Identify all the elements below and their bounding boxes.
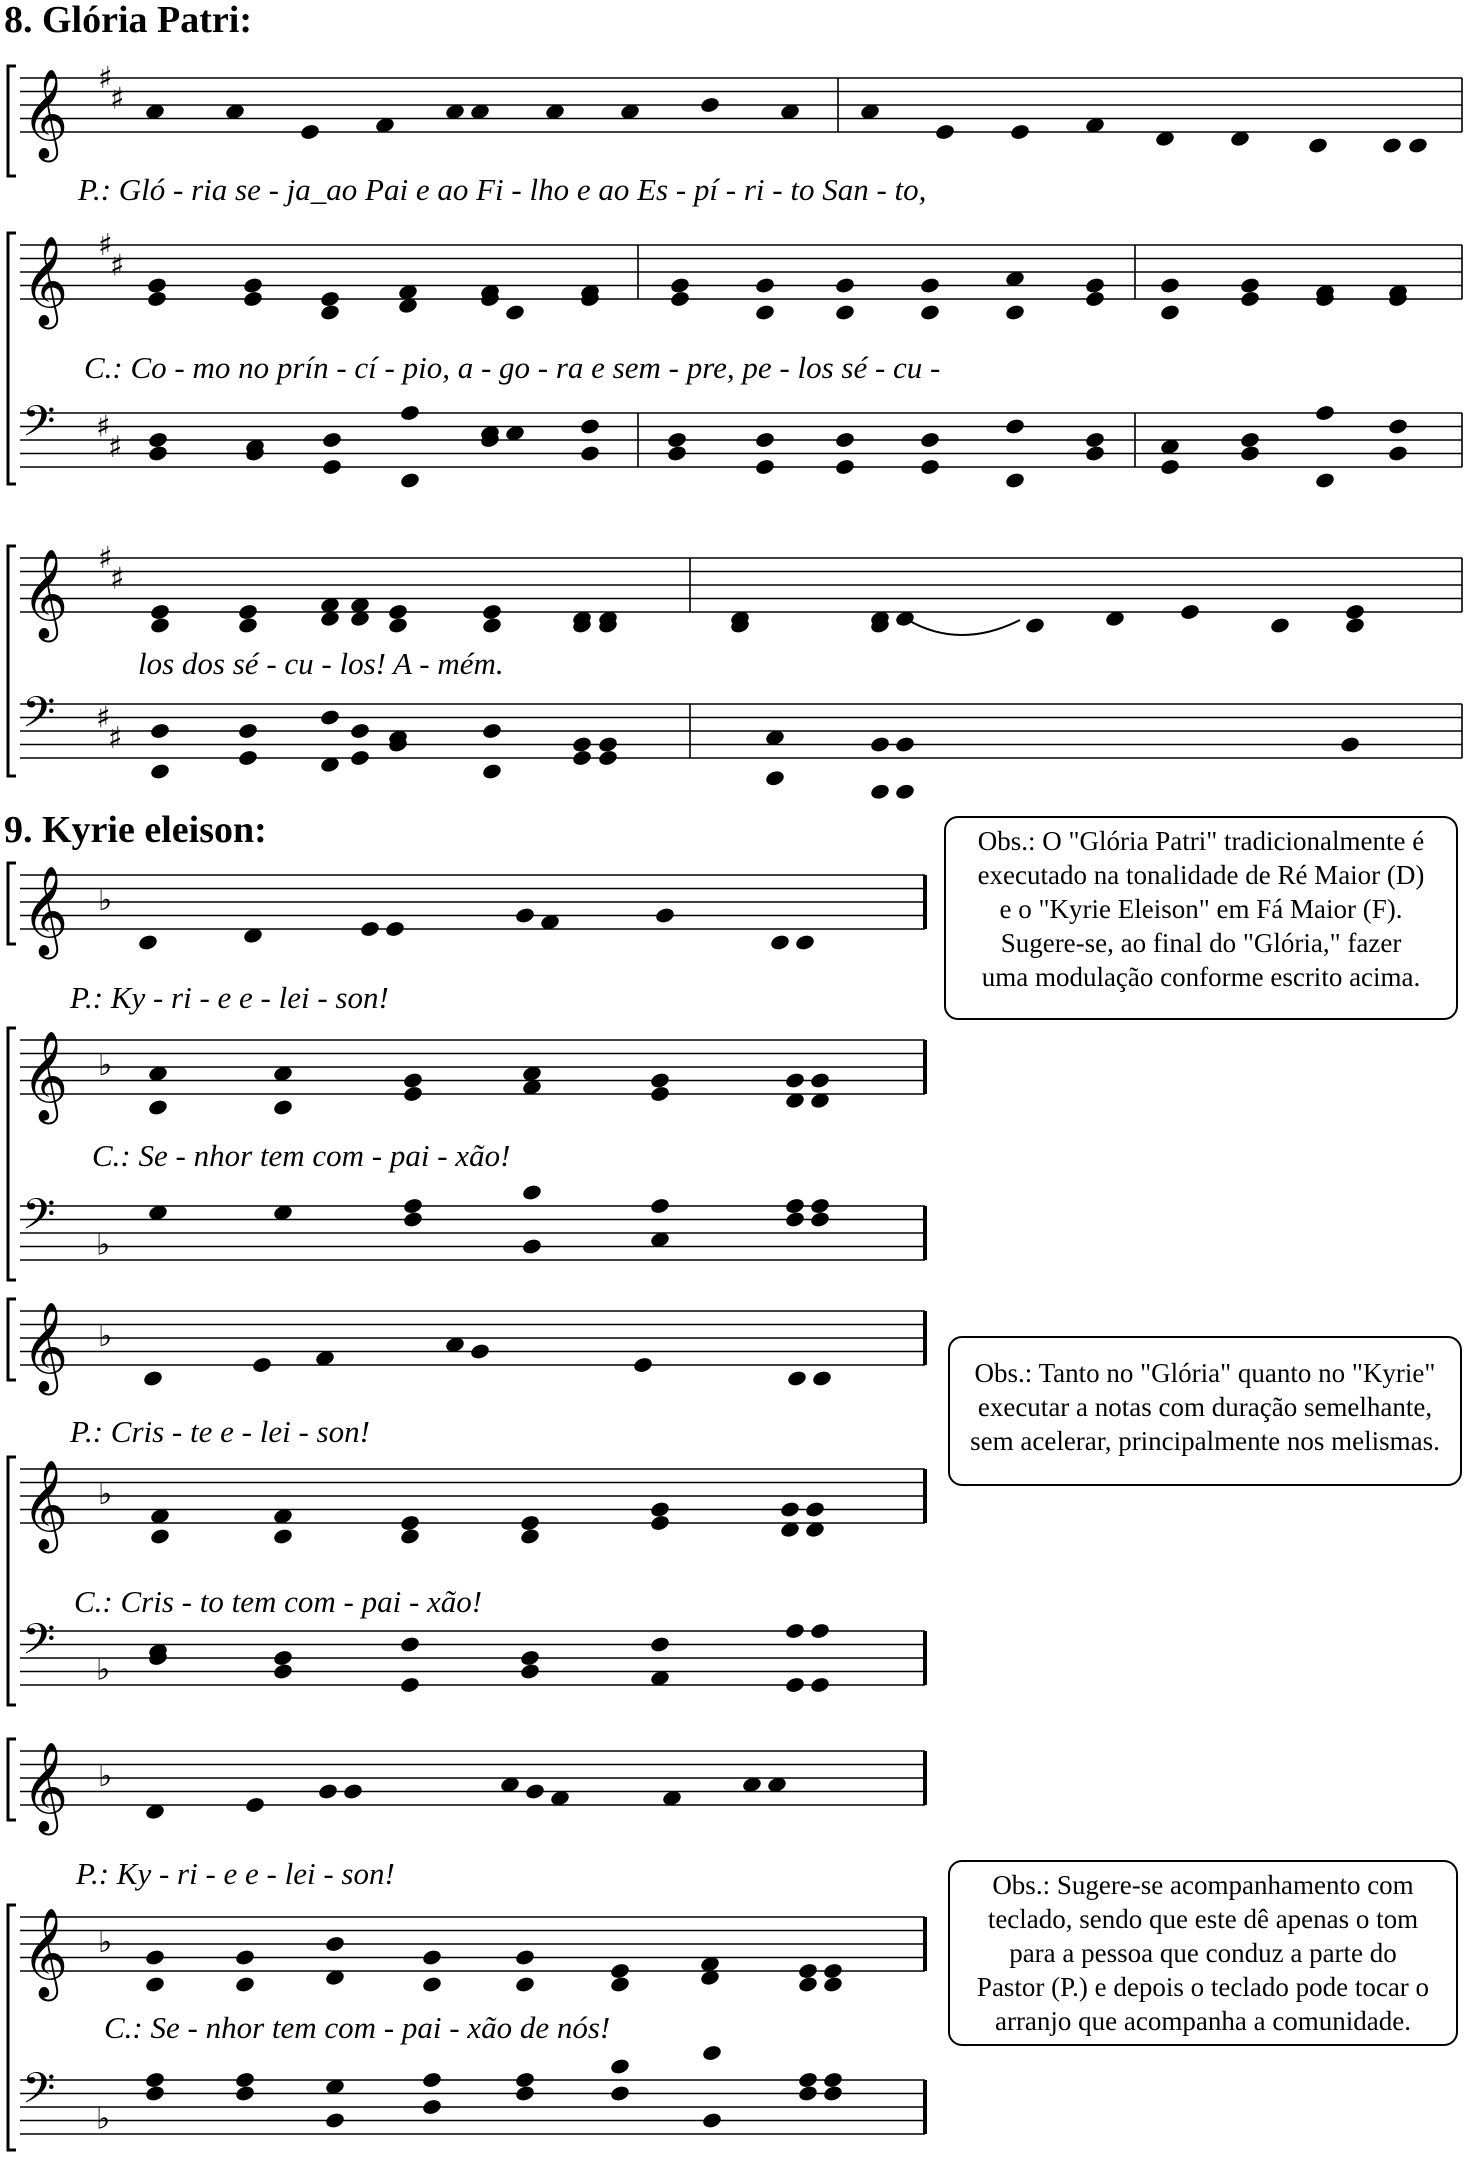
note-head: [649, 1500, 670, 1518]
treble-clef: 𝄞: [22, 866, 69, 956]
note-head: [699, 96, 720, 114]
note-head: [481, 762, 502, 780]
system-bracket: [8, 1457, 16, 1705]
note-head: [521, 1183, 542, 1201]
note-head: [934, 123, 955, 141]
obs-line: executar a notas com duração semelhante,: [977, 1392, 1433, 1422]
section-title-gloria: 8. Glória Patri:: [4, 0, 252, 41]
note-head: [1387, 444, 1408, 462]
note-head: [399, 1676, 420, 1694]
accidental: ♭: [98, 1477, 113, 1512]
note-head: [779, 1500, 800, 1518]
note-head: [654, 906, 675, 924]
note-head: [1159, 276, 1180, 294]
note-head: [144, 1948, 165, 1966]
accidental: ♯: [110, 561, 125, 597]
observation-box-tempo: [948, 1336, 1462, 1486]
note-head: [597, 735, 618, 753]
lyric-line: P.: Ky - ri - e e - lei - son!: [70, 980, 389, 1015]
note-head: [809, 1676, 830, 1694]
note-head: [144, 1975, 165, 1993]
system-bracket: [8, 1739, 16, 1820]
note-head: [869, 735, 890, 753]
bass-clef: 𝄢: [22, 397, 56, 457]
system-bracket: [8, 1905, 16, 2150]
note-head: [649, 1514, 670, 1532]
note-head: [421, 1948, 442, 1966]
bass-clef: 𝄢: [22, 688, 56, 748]
note-head: [894, 735, 915, 753]
bass-clef: 𝄢: [22, 1190, 56, 1250]
note-head: [349, 749, 370, 767]
accidental: ♭: [98, 1925, 113, 1960]
note-head: [1159, 458, 1180, 476]
note-head: [804, 1500, 825, 1518]
obs-line: Obs.: O "Glória Patri" tradicionalmente é: [977, 826, 1425, 856]
note-head: [834, 276, 855, 294]
bass-clef: 𝄢: [22, 2064, 56, 2124]
lyric-line: P.: Cris - te e - lei - son!: [70, 1414, 370, 1449]
note-head: [514, 906, 535, 924]
lyric-line: C.: Se - nhor tem com - pai - xão de nós!: [104, 2010, 611, 2045]
note-head: [649, 1635, 670, 1653]
note-head: [272, 1649, 293, 1667]
note-head: [754, 303, 775, 321]
note-head: [149, 1527, 170, 1545]
note-head: [797, 2071, 818, 2089]
accidental: ♭: [96, 2101, 111, 2137]
treble-clef: 𝄞: [22, 1742, 69, 1832]
note-head: [387, 616, 408, 634]
note-head: [319, 290, 340, 308]
note-head: [1179, 603, 1200, 621]
note-head: [384, 920, 405, 938]
note-head: [469, 1342, 490, 1360]
note-head: [1009, 123, 1030, 141]
note-head: [764, 769, 785, 787]
note-head: [324, 1935, 345, 1953]
note-head: [514, 2084, 535, 2102]
note-head: [324, 2111, 345, 2129]
note-head: [1239, 276, 1260, 294]
note-head: [609, 1962, 630, 1980]
note-head: [809, 1622, 830, 1640]
note-head: [402, 1085, 423, 1103]
note-head: [402, 1210, 423, 1228]
note-head: [481, 616, 502, 634]
note-head: [1084, 444, 1105, 462]
note-head: [514, 1975, 535, 1993]
note-head: [421, 2071, 442, 2089]
note-head: [701, 2111, 722, 2129]
note-head: [399, 1514, 420, 1532]
note-head: [149, 722, 170, 740]
note-head: [399, 471, 420, 489]
note-head: [319, 303, 340, 321]
note-head: [609, 2084, 630, 2102]
note-head: [1024, 616, 1045, 634]
note-head: [234, 2071, 255, 2089]
note-head: [571, 735, 592, 753]
note-head: [321, 431, 342, 449]
note-head: [1239, 431, 1260, 449]
note-head: [649, 1197, 670, 1215]
note-head: [579, 444, 600, 462]
note-head: [234, 2084, 255, 2102]
obs-line: uma modulação conforme escrito acima.: [981, 962, 1421, 992]
bass-clef: 𝄢: [22, 1615, 56, 1675]
obs-line: arranjo que acompanha a comunidade.: [994, 2006, 1412, 2036]
note-head: [504, 303, 525, 321]
note-head: [834, 458, 855, 476]
note-head: [237, 616, 258, 634]
note-head: [481, 603, 502, 621]
treble-clef: 𝄞: [22, 549, 69, 639]
note-head: [894, 783, 915, 801]
treble-clef: 𝄞: [22, 1031, 69, 1121]
treble-clef: 𝄞: [22, 1908, 69, 1998]
note-head: [701, 2044, 722, 2062]
accidental: ♯: [108, 429, 123, 465]
note-head: [149, 762, 170, 780]
accidental: ♭: [96, 1652, 111, 1688]
obs-line: para a pessoa que conduz a parte do: [1009, 1938, 1397, 1968]
note-head: [399, 404, 420, 422]
note-head: [321, 458, 342, 476]
note-head: [421, 2098, 442, 2116]
observation-box-accompaniment: [948, 1860, 1458, 2046]
note-head: [869, 783, 890, 801]
note-head: [519, 1527, 540, 1545]
obs-line: Pastor (P.) e depois o teclado pode tocar o: [976, 1972, 1430, 2002]
note-head: [784, 1071, 805, 1089]
note-head: [1159, 303, 1180, 321]
note-head: [514, 2071, 535, 2089]
note-head: [1084, 431, 1105, 449]
lyric-line: C.: Cris - to tem com - pai - xão!: [74, 1584, 483, 1619]
note-head: [142, 1369, 163, 1387]
note-head: [834, 431, 855, 449]
note-head: [811, 1369, 832, 1387]
accidental: ♭: [98, 1048, 113, 1083]
note-head: [519, 1662, 540, 1680]
note-head: [794, 933, 815, 951]
note-head: [919, 303, 940, 321]
note-head: [149, 603, 170, 621]
note-head: [649, 1071, 670, 1089]
note-head: [149, 616, 170, 634]
note-head: [1344, 616, 1365, 634]
accidental: ♯: [96, 700, 111, 736]
note-head: [1269, 616, 1290, 634]
obs-line: teclado, sendo que este dê apenas o tom: [987, 1904, 1419, 1934]
note-head: [1314, 404, 1335, 422]
system-bracket: [8, 863, 16, 944]
system-bracket: [8, 66, 16, 176]
treble-clef: 𝄞: [22, 1302, 69, 1392]
note-head: [242, 276, 263, 294]
note-head: [1407, 136, 1428, 154]
note-head: [137, 933, 158, 951]
accidental: ♯: [98, 228, 113, 263]
accidental: ♭: [98, 883, 113, 918]
note-head: [399, 1635, 420, 1653]
note-head: [251, 1356, 272, 1374]
note-head: [1307, 136, 1328, 154]
note-head: [632, 1356, 653, 1374]
note-head: [519, 1514, 540, 1532]
note-head: [754, 458, 775, 476]
note-head: [666, 444, 687, 462]
note-head: [514, 1948, 535, 1966]
accidental: ♯: [110, 81, 125, 117]
note-head: [244, 1796, 265, 1814]
note-head: [521, 1237, 542, 1255]
note-head: [754, 276, 775, 294]
note-head: [144, 2084, 165, 2102]
note-head: [1004, 471, 1025, 489]
note-head: [147, 444, 168, 462]
note-head: [786, 1369, 807, 1387]
obs-line: Obs.: Tanto no "Glória" quanto no "Kyrie": [974, 1358, 1436, 1388]
note-head: [784, 1210, 805, 1228]
obs-line: Sugere-se, ao final do "Glória," fazer: [1000, 928, 1402, 958]
note-head: [1344, 603, 1365, 621]
note-head: [1381, 136, 1402, 154]
note-head: [822, 1962, 843, 1980]
obs-line: sem acelerar, principalmente nos melismas.: [970, 1426, 1440, 1456]
note-head: [524, 1782, 545, 1800]
note-head: [797, 1975, 818, 1993]
note-head: [272, 1527, 293, 1545]
note-head: [402, 1197, 423, 1215]
note-head: [1239, 444, 1260, 462]
accidental: ♭: [96, 1227, 111, 1263]
treble-clef: 𝄞: [22, 1460, 69, 1550]
note-head: [822, 1975, 843, 1993]
note-head: [237, 722, 258, 740]
lyric-line: C.: Se - nhor tem com - pai - xão!: [92, 1138, 511, 1173]
note-head: [797, 1962, 818, 1980]
note-head: [402, 1071, 423, 1089]
note-head: [1314, 471, 1335, 489]
note-head: [1387, 417, 1408, 435]
treble-clef: 𝄞: [22, 69, 69, 159]
note-head: [387, 603, 408, 621]
note-head: [822, 2071, 843, 2089]
lyric-line: P.: Ky - ri - e e - lei - son!: [76, 1856, 395, 1891]
note-head: [146, 276, 167, 294]
note-head: [609, 2057, 630, 2075]
accidental: ♯: [108, 720, 123, 756]
note-head: [754, 431, 775, 449]
note-head: [784, 1197, 805, 1215]
system-bracket: [8, 233, 16, 484]
note-head: [399, 1527, 420, 1545]
section-title-kyrie: 9. Kyrie eleison:: [4, 809, 267, 851]
note-head: [272, 1098, 293, 1116]
lyric-line: los dos sé - cu - los! A - mém.: [138, 646, 504, 681]
note-head: [834, 303, 855, 321]
note-head: [797, 2084, 818, 2102]
note-head: [919, 458, 940, 476]
note-head: [597, 749, 618, 767]
note-head: [571, 749, 592, 767]
note-head: [649, 1085, 670, 1103]
note-head: [421, 1975, 442, 1993]
note-head: [359, 920, 380, 938]
note-head: [319, 708, 340, 726]
obs-line: e o "Kyrie Eleison" em Fá Maior (F).: [999, 894, 1403, 924]
note-head: [666, 431, 687, 449]
accidental: ♯: [98, 541, 113, 576]
note-head: [784, 1622, 805, 1640]
accidental: ♯: [96, 409, 111, 445]
note-head: [919, 276, 940, 294]
note-head: [342, 1782, 363, 1800]
note-head: [481, 722, 502, 740]
lyric-line: C.: Co - mo no prín - cí - pio, a - go - ra e sem - pre, pe - los sé - cu -: [84, 350, 941, 385]
note-head: [1004, 303, 1025, 321]
system-bracket: [8, 1299, 16, 1380]
accidental: ♭: [98, 1319, 113, 1354]
note-head: [237, 603, 258, 621]
accidental: ♯: [110, 248, 125, 284]
note-head: [579, 417, 600, 435]
note-head: [1084, 290, 1105, 308]
system-bracket: [8, 1028, 16, 1280]
note-head: [146, 290, 167, 308]
obs-line: executado na tonalidade de Ré Maior (D): [977, 860, 1425, 890]
note-head: [317, 1782, 338, 1800]
lyric-line: P.: Gló - ria se - ja_ao Pai e ao Fi - lho e ao Es - pí - ri - to San - to,: [78, 172, 927, 207]
note-head: [809, 1197, 830, 1215]
note-head: [822, 2084, 843, 2102]
note-head: [144, 2071, 165, 2089]
note-head: [1004, 417, 1025, 435]
note-head: [147, 431, 168, 449]
accidental: ♯: [98, 61, 113, 96]
note-head: [669, 276, 690, 294]
note-head: [349, 722, 370, 740]
obs-line: Obs.: Sugere-se acompanhamento com: [992, 1870, 1414, 1900]
note-head: [919, 431, 940, 449]
note-head: [299, 123, 320, 141]
treble-clef: 𝄞: [22, 236, 69, 326]
note-head: [669, 290, 690, 308]
note-head: [1339, 735, 1360, 753]
note-head: [1084, 276, 1105, 294]
note-head: [809, 1071, 830, 1089]
note-head: [809, 1210, 830, 1228]
note-head: [609, 1975, 630, 1993]
note-head: [1239, 290, 1260, 308]
note-head: [769, 933, 790, 951]
note-head: [234, 1975, 255, 1993]
note-head: [237, 749, 258, 767]
system-bracket: [8, 546, 16, 776]
observation-box-key: [944, 816, 1458, 1020]
note-head: [784, 1676, 805, 1694]
note-head: [519, 1649, 540, 1667]
note-head: [147, 1098, 168, 1116]
note-head: [272, 1662, 293, 1680]
tie: [908, 620, 1020, 635]
accidental: ♭: [98, 1759, 113, 1794]
note-head: [242, 290, 263, 308]
note-head: [234, 1948, 255, 1966]
